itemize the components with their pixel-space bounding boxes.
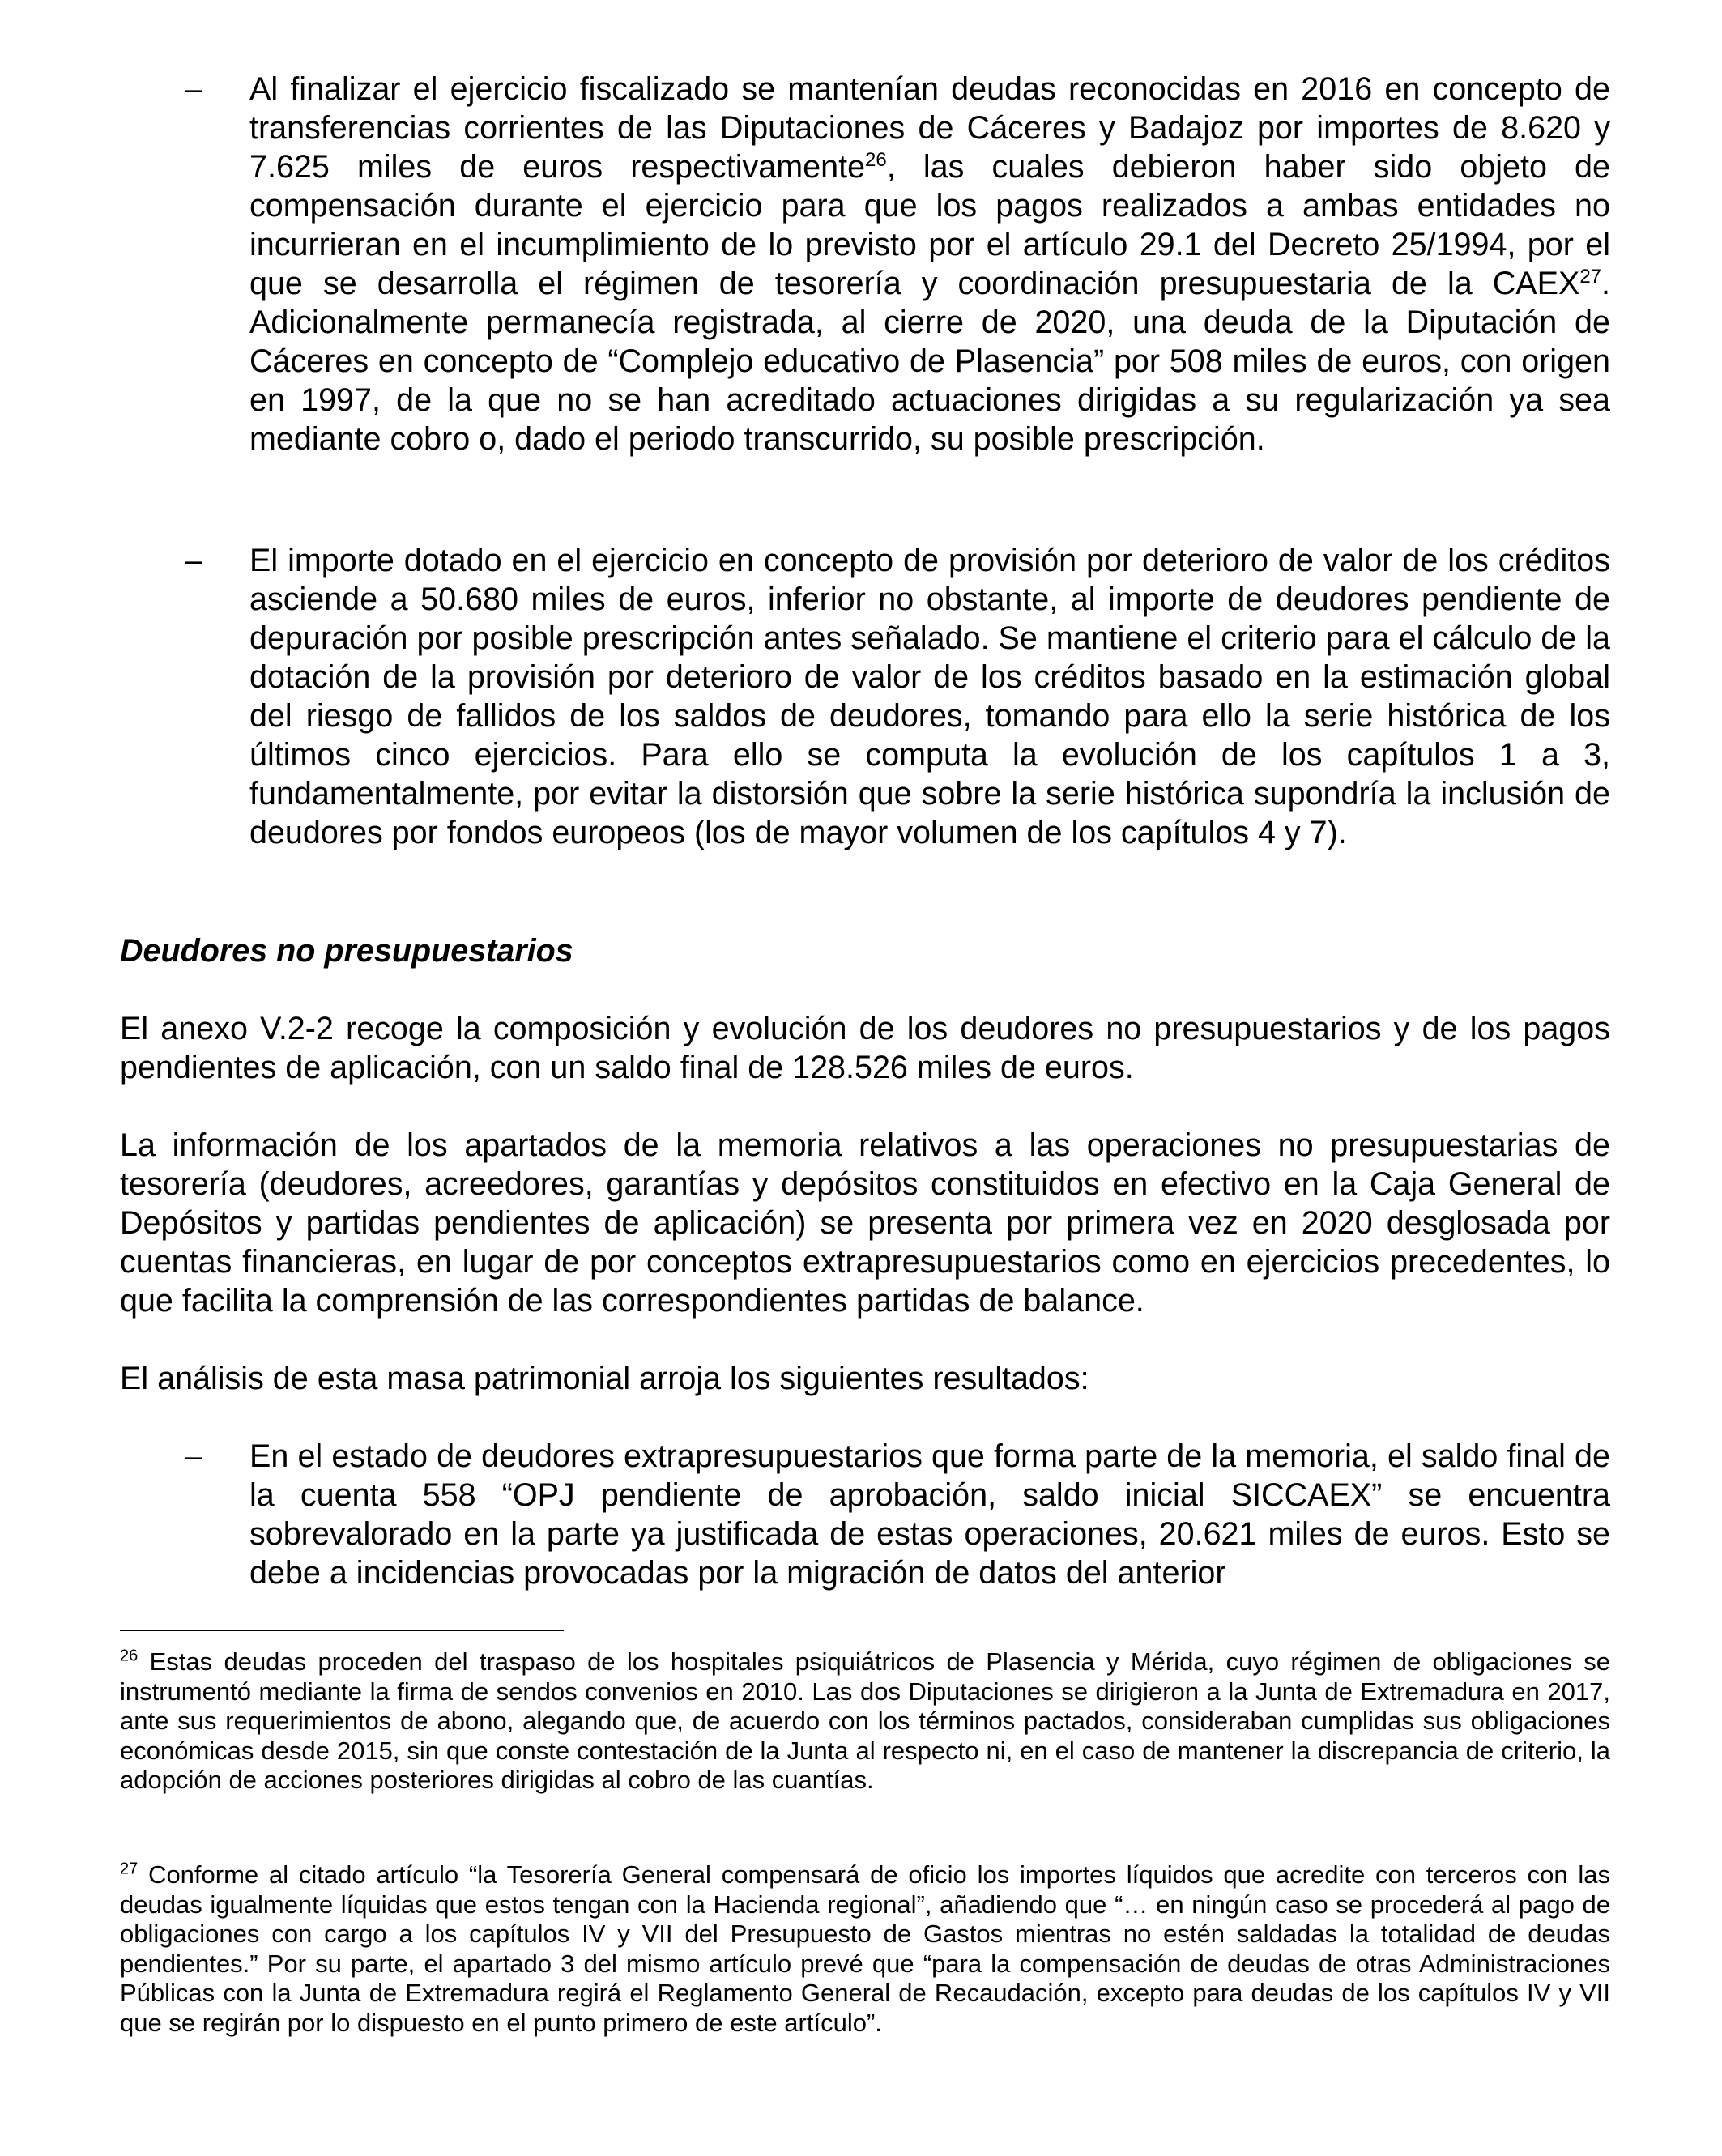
paragraph: El anexo V.2-2 recoge la composición y evolución de los deudores no presupuestarios y de los pagos pendientes de aplicación, con un saldo final de 128.526 miles de euros. [120, 1011, 1610, 1085]
footnote-number: 26 [120, 1647, 139, 1665]
footnote-separator [120, 1630, 564, 1631]
list-item [120, 70, 1610, 458]
footnote-ref[interactable]: 26 [865, 148, 887, 171]
dash-bullet: – [185, 71, 202, 107]
dash-bullet: – [185, 543, 202, 578]
footnote-text: Estas deudas proceden del traspaso de los hospitales psiquiátricos de Plasencia y Mérida, cuyo régimen de obligaciones se instrumentó mediante la firma de sendos convenios en 2010. Las dos Diputaciones se dirigieron a la Junta de Extremadura en 2017, ante sus requerimientos de abono, alegando que, de acuerdo con los términos pactados, consideraban cumplidas sus obligaciones económicas desde 2015, sin que conste contestación de la Junta al respecto ni, en el caso de mantener la discrepancia de criterio, la adopción de acciones posteriores dirigidas al cobro de las cuantías. [120, 1647, 1610, 1794]
footnote [120, 1860, 1610, 2038]
footnote-text: Conforme al citado artículo “la Tesorería General compensará de oficio los importes líquidos que acredite con terceros con las deudas igualmente líquidas que estos tengan con la Hacienda regional”, añadiendo que “… en ningún caso se procederá al pago de obligaciones con cargo a los capítulos IV y VII del Presupuesto de Gastos mientras no estén saldadas la totalidad de deudas pendientes.” Por su parte, el apartado 3 del mismo artículo prevé que “para la compensación de deudas de otras Administraciones Públicas con la Junta de Extremadura regirá el Reglamento General de Recaudación, excepto para deudas de los capítulos IV y VII que se regirán por lo dispuesto en el punto primero de este artículo”. [120, 1860, 1610, 2037]
paragraph: El análisis de esta masa patrimonial arroja los siguientes resultados: [120, 1361, 1089, 1396]
footnote [120, 1647, 1610, 1796]
footnote-number: 27 [120, 1860, 139, 1878]
list-item [120, 1437, 1610, 1592]
list-item [120, 541, 1610, 852]
list-item-text: En el estado de deudores extrapresupuestarios que forma parte de la memoria, el saldo final de la cuenta 558 “OPJ pendiente de aprobación, saldo inicial SICCAEX” se encuentra sobrevalorado en la parte ya justificada de estas operaciones, 20.621 miles de euros. Esto se debe a incidencias provocadas por la migración de datos del anterior [249, 1438, 1610, 1591]
list-item-text: El importe dotado en el ejercicio en concepto de provisión por deterioro de valor de los créditos asciende a 50.680 miles de euros, inferior no obstante, al importe de deudores pendiente de depuración por posible prescripción antes señalado. Se mantiene el criterio para el cálculo de la dotación de la provisión por deterioro de valor de los créditos basado en la estimación global del riesgo de fallidos de los saldos de deudores, tomando para ello la serie histórica de los últimos cinco ejercicios. Para ello se computa la evolución de los capítulos 1 a 3, fundamentalmente, por evitar la distorsión que sobre la serie histórica supondría la inclusión de deudores por fondos europeos (los de mayor volumen de los capítulos 4 y 7). [249, 543, 1610, 850]
list-item-text: Al finalizar el ejercicio fiscalizado se mantenían deudas reconocidas en 2016 en concepto de transferencias corrientes de las Diputaciones de Cáceres y Badajoz por importes de 8.620 y 7.625 miles de euros respectivamente$^{26}$, las cuales debieron haber sido objeto de compensación durante el ejercicio para que los pagos realizados a ambas entidades no incurrieran en el incumplimiento de lo previsto por el artículo 29.1 del Decreto 25/1994, por el que se desarrolla el régimen de tesorería y coordinación presupuestaria de la CAEX$^{27}$. Adicionalmente permanecía registrada, al cierre de 2020, una deuda de la Diputación de Cáceres en concepto de “Complejo educativo de Plasencia” por 508 miles de euros, con origen en 1997, de la que no se han acreditado actuaciones dirigidas a su regularización ya sea mediante cobro o, dado el periodo transcurrido, su posible prescripción. [249, 71, 1610, 457]
footnote-ref[interactable]: 27 [1579, 265, 1602, 288]
section-heading: Deudores no presupuestarios [120, 933, 573, 969]
dash-bullet: – [185, 1438, 202, 1474]
paragraph: La información de los apartados de la memoria relativos a las operaciones no presupuestarias de tesorería (deudores, acreedores, garantías y depósitos constituidos en efectivo en la Caja General de Depósitos y partidas pendientes de aplicación) se presenta por primera vez en 2020 desglosada por cuentas financieras, en lugar de por conceptos extrapresupuestarios como en ejercicios precedentes, lo que facilita la comprensión de las correspondientes partidas de balance. [120, 1127, 1610, 1319]
